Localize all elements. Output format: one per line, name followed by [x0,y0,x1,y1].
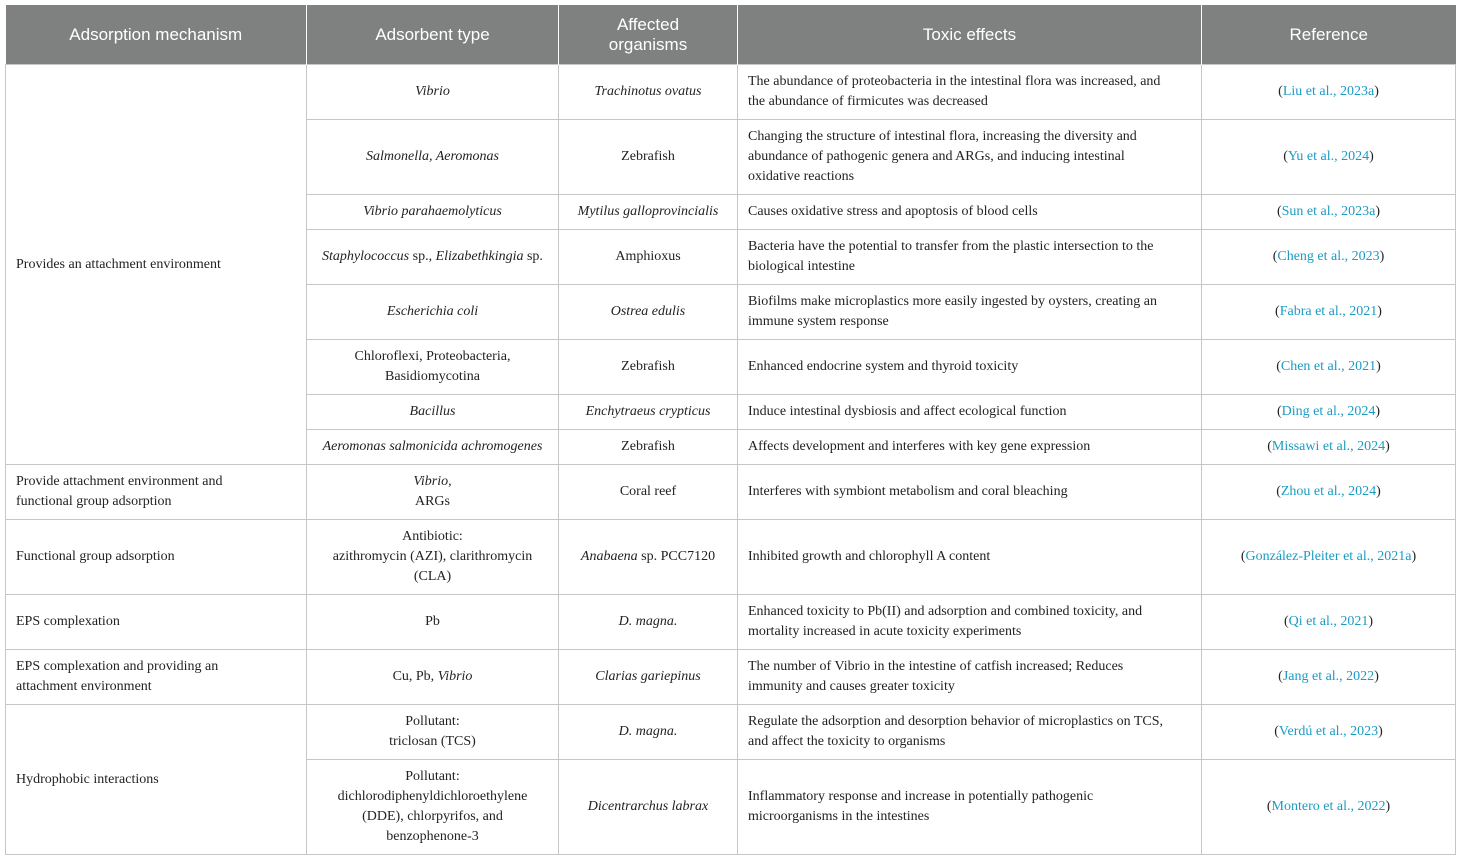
toxic-effects-cell: Changing the structure of intestinal flora, increasing the diversity and abundance of pathogenic genera and ARGs, and inducing intestinal oxidative reactions [738,120,1202,195]
table-row [6,705,1456,760]
adsorbent-cell: Vibrio, ARGs [307,465,559,520]
adsorbent-cell: Bacillus [307,395,559,430]
organism-cell: Amphioxus [559,230,738,285]
toxic-effects-cell: Enhanced toxicity to Pb(II) and adsorption and combined toxicity, and mortality increased in acute toxicity experiments [738,595,1202,650]
reference-cell: (González-Pleiter et al., 2021a) [1202,520,1456,595]
mechanism-cell: Provide attachment environment and functional group adsorption [6,465,307,520]
citation-link[interactable]: Qi et al., 2021 [1288,614,1369,629]
header-adsorption-mechanism: Adsorption mechanism [6,5,307,65]
adsorbent-cell: Pollutant: triclosan (TCS) [307,705,559,760]
reference-cell: (Qi et al., 2021) [1202,595,1456,650]
citation-link[interactable]: Fabra et al., 2021 [1279,304,1378,319]
reference-cell: (Ding et al., 2024) [1202,395,1456,430]
mechanism-cell: Provides an attachment environment [6,65,307,465]
reference-cell: (Verdú et al., 2023) [1202,705,1456,760]
reference-cell: (Jang et al., 2022) [1202,650,1456,705]
header-reference: Reference [1202,5,1456,65]
header-affected-organisms: Affected organisms [559,5,738,65]
toxic-effects-cell: Bacteria have the potential to transfer from the plastic intersection to the biological intestine [738,230,1202,285]
adsorbent-cell: Vibrio parahaemolyticus [307,195,559,230]
reference-cell: (Zhou et al., 2024) [1202,465,1456,520]
toxic-effects-cell: Induce intestinal dysbiosis and affect ecological function [738,395,1202,430]
citation-link[interactable]: Sun et al., 2023a [1281,204,1376,219]
reference-cell: (Montero et al., 2022) [1202,760,1456,855]
adsorbent-cell: Pb [307,595,559,650]
organism-cell: Dicentrarchus labrax [559,760,738,855]
table-row [6,595,1456,650]
organism-cell: Trachinotus ovatus [559,65,738,120]
adsorption-table [5,5,1456,855]
citation-link[interactable]: Jang et al., 2022 [1282,669,1375,684]
adsorbent-cell: Salmonella, Aeromonas [307,120,559,195]
table-header-row [6,5,1456,65]
citation-link[interactable]: Ding et al., 2024 [1281,404,1376,419]
citation-link[interactable]: Cheng et al., 2023 [1277,249,1380,264]
citation-link[interactable]: Chen et al., 2021 [1280,359,1377,374]
organism-cell: Zebrafish [559,340,738,395]
citation-link[interactable]: González-Pleiter et al., 2021a [1245,549,1412,564]
reference-cell: (Missawi et al., 2024) [1202,430,1456,465]
toxic-effects-cell: Biofilms make microplastics more easily ingested by oysters, creating an immune system response [738,285,1202,340]
reference-cell: (Sun et al., 2023a) [1202,195,1456,230]
mechanism-cell: EPS complexation and providing an attachment environment [6,650,307,705]
mechanism-cell: Functional group adsorption [6,520,307,595]
toxic-effects-cell: Interferes with symbiont metabolism and coral bleaching [738,465,1202,520]
adsorbent-cell: Chloroflexi, Proteobacteria, Basidiomycotina [307,340,559,395]
table-row [6,520,1456,595]
organism-cell: Zebrafish [559,120,738,195]
organism-cell: Clarias gariepinus [559,650,738,705]
toxic-effects-cell: Causes oxidative stress and apoptosis of blood cells [738,195,1202,230]
table-row [6,650,1456,705]
toxic-effects-cell: The abundance of proteobacteria in the intestinal flora was increased, and the abundance of firmicutes was decreased [738,65,1202,120]
toxic-effects-cell: Inhibited growth and chlorophyll A content [738,520,1202,595]
adsorbent-cell: Cu, Pb, Vibrio [307,650,559,705]
header-adsorbent-type: Adsorbent type [307,5,559,65]
organism-cell: Zebrafish [559,430,738,465]
reference-cell: (Liu et al., 2023a) [1202,65,1456,120]
organism-cell: Ostrea edulis [559,285,738,340]
organism-cell: Mytilus galloprovincialis [559,195,738,230]
adsorbent-cell: Escherichia coli [307,285,559,340]
organism-cell: Enchytraeus crypticus [559,395,738,430]
table-row [6,465,1456,520]
citation-link[interactable]: Liu et al., 2023a [1282,84,1375,99]
reference-cell: (Chen et al., 2021) [1202,340,1456,395]
mechanism-cell: Hydrophobic interactions [6,705,307,855]
header-toxic-effects: Toxic effects [738,5,1202,65]
organism-cell: D. magna. [559,595,738,650]
toxic-effects-cell: Inflammatory response and increase in potentially pathogenic microorganisms in the intestines [738,760,1202,855]
citation-link[interactable]: Yu et al., 2024 [1287,149,1370,164]
reference-cell: (Fabra et al., 2021) [1202,285,1456,340]
organism-cell: D. magna. [559,705,738,760]
reference-cell: (Cheng et al., 2023) [1202,230,1456,285]
organism-cell: Anabaena sp. PCC7120 [559,520,738,595]
toxic-effects-cell: Affects development and interferes with key gene expression [738,430,1202,465]
citation-link[interactable]: Zhou et al., 2024 [1280,484,1377,499]
adsorbent-cell: Pollutant: dichlorodiphenyldichloroethylene (DDE), chlorpyrifos, and benzophenone-3 [307,760,559,855]
citation-link[interactable]: Verdú et al., 2023 [1278,724,1379,739]
toxic-effects-cell: Regulate the adsorption and desorption behavior of microplastics on TCS, and affect the toxicity to organisms [738,705,1202,760]
toxic-effects-cell: The number of Vibrio in the intestine of catfish increased; Reduces immunity and causes greater toxicity [738,650,1202,705]
adsorbent-cell: Antibiotic: azithromycin (AZI), clarithromycin (CLA) [307,520,559,595]
table-row [6,65,1456,120]
organism-cell: Coral reef [559,465,738,520]
citation-link[interactable]: Missawi et al., 2024 [1271,439,1386,454]
mechanism-cell: EPS complexation [6,595,307,650]
reference-cell: (Yu et al., 2024) [1202,120,1456,195]
adsorbent-cell: Aeromonas salmonicida achromogenes [307,430,559,465]
adsorbent-cell: Vibrio [307,65,559,120]
citation-link[interactable]: Montero et al., 2022 [1271,799,1386,814]
toxic-effects-cell: Enhanced endocrine system and thyroid toxicity [738,340,1202,395]
adsorbent-cell: Staphylococcus sp., Elizabethkingia sp. [307,230,559,285]
